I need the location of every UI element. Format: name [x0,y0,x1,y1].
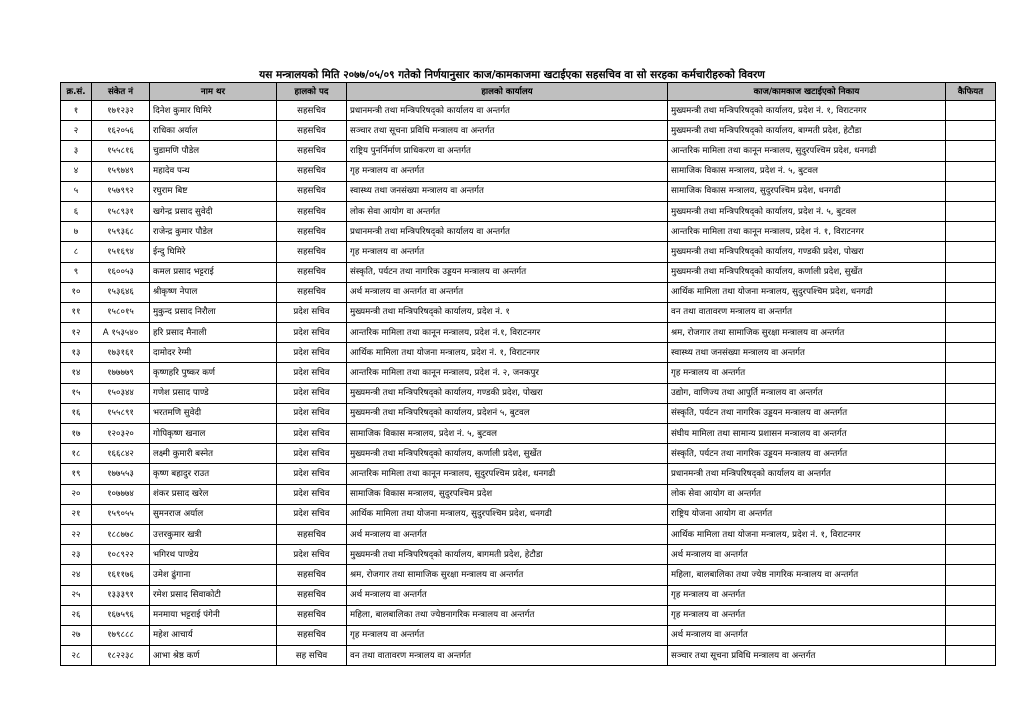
header-sn: क्र.सं. [61,83,92,101]
table-row [61,464,996,484]
cell-post: सहसचिव [277,565,347,585]
cell-remarks [946,464,996,484]
cell-remarks [946,605,996,625]
cell-sn: २३ [61,545,92,565]
cell-sn: ९ [61,262,92,282]
cell-sn: १ [61,101,92,121]
cell-sn: ७ [61,222,92,242]
cell-deputed-body: आन्तरिक मामिला तथा कानून मन्त्रालय, सुदुरपश्चिम प्रदेश, धनगढी [668,141,946,161]
cell-sn: ८ [61,242,92,262]
cell-code: १५८९३१ [92,201,150,221]
cell-code: १७७५५३ [92,464,150,484]
cell-current-office: अर्थ मन्त्रालय वा अन्तर्गत वा अन्तर्गत [347,282,668,302]
cell-deputed-body: राष्ट्रिय योजना आयोग वा अन्तर्गत [668,504,946,524]
cell-current-office: प्रधानमन्त्री तथा मन्त्रिपरिषद्को कार्यालय वा अन्तर्गत [347,101,668,121]
cell-sn: १५ [61,383,92,403]
cell-remarks [946,545,996,565]
cell-post: सहसचिव [277,585,347,605]
cell-deputed-body: उद्योग, वाणिज्य तथा आपुर्ति मन्त्रालय वा अन्तर्गत [668,383,946,403]
cell-deputed-body: गृह मन्त्रालय वा अन्तर्गत [668,585,946,605]
cell-remarks [946,565,996,585]
cell-sn: १२ [61,323,92,343]
cell-name: गणेश प्रसाद पाण्डे [150,383,277,403]
cell-remarks [946,282,996,302]
cell-name: ईन्दु घिमिरे [150,242,277,262]
cell-name: हरि प्रसाद मैनाली [150,323,277,343]
cell-post: प्रदेश सचिव [277,484,347,504]
cell-name: उमेश ढुंगाना [150,565,277,585]
cell-sn: ४ [61,161,92,181]
cell-name: सुमनराज अर्याल [150,504,277,524]
cell-remarks [946,444,996,464]
cell-post: प्रदेश सचिव [277,323,347,343]
cell-name: आभा श्रेष्ठ कर्ण [150,646,277,666]
cell-deputed-body: मुख्यमन्त्री तथा मन्त्रिपरिषद्को कार्यालय, बाग्मती प्रदेश, हेटौडा [668,121,946,141]
cell-remarks [946,343,996,363]
cell-code: A १५३५४० [92,323,150,343]
cell-current-office: सञ्चार तथा सूचना प्रविधि मन्त्रालय वा अन्तर्गत [347,121,668,141]
cell-remarks [946,101,996,121]
cell-sn: १६ [61,403,92,423]
header-deputed-body: काज/कामकाज खटाईएको निकाय [668,83,946,101]
cell-post: प्रदेश सचिव [277,343,347,363]
table-row [61,625,996,645]
cell-current-office: लोक सेवा आयोग वा अन्तर्गत [347,201,668,221]
cell-code: १६६८४२ [92,444,150,464]
cell-deputed-body: मुख्यमन्त्री तथा मन्त्रिपरिषद्को कार्यालय, प्रदेश नं. १, विराटनगर [668,101,946,121]
cell-current-office: मुख्यमन्त्री तथा मन्त्रिपरिषद्को कार्यालय, गण्डकी प्रदेश, पोखरा [347,383,668,403]
cell-sn: १४ [61,363,92,383]
cell-current-office: गृह मन्त्रालय वा अन्तर्गत [347,161,668,181]
cell-name: दामोदर रेग्मी [150,343,277,363]
cell-post: प्रदेश सचिव [277,464,347,484]
cell-name: खगेन्द्र प्रसाद सुवेदी [150,201,277,221]
cell-code: १५७९९२ [92,181,150,201]
cell-code: १७७७७९ [92,363,150,383]
cell-code: १५८०१५ [92,302,150,322]
cell-post: प्रदेश सचिव [277,403,347,423]
cell-remarks [946,323,996,343]
cell-code: १७३१६१ [92,343,150,363]
cell-current-office: मुख्यमन्त्री तथा मन्त्रिपरिषद्को कार्यालय, प्रदेश नं. १ [347,302,668,322]
cell-post: प्रदेश सचिव [277,424,347,444]
cell-code: १५९०५५ [92,504,150,524]
cell-deputed-body: संघीय मामिला तथा सामान्य प्रशासन मन्त्रालय वा अन्तर्गत [668,424,946,444]
table-row [61,141,996,161]
cell-deputed-body: आर्थिक मामिला तथा योजना मन्त्रालय, प्रदेश नं. १, विराटनगर [668,524,946,544]
cell-name: चुडामणि पौडेल [150,141,277,161]
cell-post: प्रदेश सचिव [277,363,347,383]
cell-name: लक्ष्मी कुमारी बस्नेत [150,444,277,464]
cell-sn: ५ [61,181,92,201]
cell-remarks [946,403,996,423]
cell-remarks [946,262,996,282]
cell-remarks [946,484,996,504]
table-row [61,585,996,605]
cell-current-office: आर्थिक मामिला तथा योजना मन्त्रालय, सुदुरपश्चिम प्रदेश, धनगढी [347,504,668,524]
table-row [61,262,996,282]
cell-current-office: राष्ट्रिय पुनर्निर्माण प्राधिकरण वा अन्तर्गत [347,141,668,161]
cell-post: सहसचिव [277,222,347,242]
cell-sn: २० [61,484,92,504]
table-row [61,444,996,464]
cell-sn: १९ [61,464,92,484]
cell-deputed-body: अर्थ मन्त्रालय वा अन्तर्गत [668,545,946,565]
cell-remarks [946,646,996,666]
cell-current-office: आन्तरिक मामिला तथा कानून मन्त्रालय, प्रदेश नं. २, जनकपुर [347,363,668,383]
staff-table [60,82,996,666]
cell-code: १५०३४४ [92,383,150,403]
cell-remarks [946,201,996,221]
cell-post: सहसचिव [277,262,347,282]
cell-sn: ३ [61,141,92,161]
cell-deputed-body: आर्थिक मामिला तथा योजना मन्त्रालय, सुदुरपश्चिम प्रदेश, धनगढी [668,282,946,302]
cell-current-office: प्रधानमन्त्री तथा मन्त्रिपरिषद्को कार्यालय वा अन्तर्गत [347,222,668,242]
cell-current-office: मुख्यमन्त्री तथा मन्त्रिपरिषद्को कार्यालय, प्रदेशनं ५, बुटवल [347,403,668,423]
cell-deputed-body: गृह मन्त्रालय वा अन्तर्गत [668,605,946,625]
cell-post: सहसचिव [277,242,347,262]
cell-current-office: महिला, बालबालिका तथा ज्येष्ठनागरिक मन्त्रालय वा अन्तर्गत [347,605,668,625]
cell-name: राजेन्द्र कुमार पौडेल [150,222,277,242]
table-row [61,383,996,403]
cell-name: रमेश प्रसाद सिवाकोटी [150,585,277,605]
cell-deputed-body: स्वास्थ्य तथा जनसंख्या मन्त्रालय वा अन्तर्गत [668,343,946,363]
cell-name: मुकुन्द प्रसाद निरौला [150,302,277,322]
cell-code: १५९३६८ [92,222,150,242]
cell-code: १३३३९१ [92,585,150,605]
cell-name: भगिरथ पाण्डेय [150,545,277,565]
cell-sn: १८ [61,444,92,464]
cell-deputed-body: श्रम, रोजगार तथा सामाजिक सुरक्षा मन्त्रालय वा अन्तर्गत [668,323,946,343]
cell-name: उत्तरकुमार खत्री [150,524,277,544]
table-row [61,101,996,121]
cell-sn: ६ [61,201,92,221]
cell-deputed-body: महिला, बालबालिका तथा ज्येष्ठ नागरिक मन्त्रालय वा अन्तर्गत [668,565,946,585]
cell-sn: ११ [61,302,92,322]
cell-remarks [946,625,996,645]
cell-current-office: गृह मन्त्रालय वा अन्तर्गत [347,242,668,262]
table-row [61,363,996,383]
cell-remarks [946,363,996,383]
cell-remarks [946,585,996,605]
table-row [61,323,996,343]
cell-post: सहसचिव [277,161,347,181]
cell-remarks [946,504,996,524]
cell-post: सहसचिव [277,141,347,161]
cell-post: सह सचिव [277,646,347,666]
cell-code: १८८७७८ [92,524,150,544]
document-title: यस मन्त्रालयको मिति २०७७/०५/०९ गतेको निर्णयानुसार काज/कामकाजमा खटाईएका सहसचिव वा सो सरहका कर्मचारीहरुको विवरण [259,69,765,81]
cell-remarks [946,121,996,141]
cell-post: सहसचिव [277,121,347,141]
cell-code: १५९७४९ [92,161,150,181]
cell-deputed-body: गृह मन्त्रालय वा अन्तर्गत [668,363,946,383]
cell-current-office: सामाजिक विकास मन्त्रालय, प्रदेश नं. ५, बुटवल [347,424,668,444]
table-row [61,201,996,221]
header-name: नाम थर [150,83,277,101]
cell-deputed-body: वन तथा वातावरण मन्त्रालय वा अन्तर्गत [668,302,946,322]
cell-post: प्रदेश सचिव [277,383,347,403]
cell-remarks [946,524,996,544]
cell-name: भरतमणि सुवेदी [150,403,277,423]
cell-deputed-body: प्रधानमन्त्री तथा मन्त्रिपरिषद्को कार्यालय वा अन्तर्गत [668,464,946,484]
cell-sn: २६ [61,605,92,625]
cell-sn: २७ [61,625,92,645]
cell-code: १५५८१६ [92,141,150,161]
table-row [61,121,996,141]
cell-remarks [946,383,996,403]
table-row [61,424,996,444]
cell-deputed-body: मुख्यमन्त्री तथा मन्त्रिपरिषद्को कार्यालय, प्रदेश नं. ५, बुटवल [668,201,946,221]
table-row [61,605,996,625]
cell-post: प्रदेश सचिव [277,504,347,524]
table-row [61,181,996,201]
header-remarks: कैफियत [946,83,996,101]
cell-deputed-body: सामाजिक विकास मन्त्रालय, प्रदेश नं. ५, बुटवल [668,161,946,181]
cell-post: प्रदेश सचिव [277,545,347,565]
table-row [61,222,996,242]
cell-name: कमल प्रसाद भट्टराई [150,262,277,282]
cell-remarks [946,181,996,201]
header-code: संकेत नं [92,83,150,101]
cell-remarks [946,424,996,444]
cell-post: सहसचिव [277,101,347,121]
cell-code: १२०३२० [92,424,150,444]
cell-current-office: अर्थ मन्त्रालय वा अन्तर्गत [347,524,668,544]
table-row [61,242,996,262]
table-row [61,565,996,585]
cell-sn: १० [61,282,92,302]
cell-deputed-body: मुख्यमन्त्री तथा मन्त्रिपरिषद्को कार्यालय, कर्णाली प्रदेश, सुर्खेत [668,262,946,282]
cell-remarks [946,161,996,181]
table-row [61,484,996,504]
cell-current-office: आन्तरिक मामिला तथा कानून मन्त्रालय, सुदुरपश्चिम प्रदेश, धनगढी [347,464,668,484]
cell-sn: १३ [61,343,92,363]
cell-current-office: गृह मन्त्रालय वा अन्तर्गत [347,625,668,645]
cell-code: १६२०५६ [92,121,150,141]
cell-name: श्रीकृष्ण नेपाल [150,282,277,302]
cell-current-office: सामाजिक विकास मन्त्रालय, सुदुरपश्चिम प्रदेश [347,484,668,504]
cell-post: सहसचिव [277,282,347,302]
cell-current-office: आन्तरिक मामिला तथा कानून मन्त्रालय, प्रदेश नं.१, विराटनगर [347,323,668,343]
cell-code: १६७५९६ [92,605,150,625]
cell-code: १७१२३२ [92,101,150,121]
cell-code: १०७७७४ [92,484,150,504]
header-current-office: हालको कार्यालय [347,83,668,101]
table-row [61,646,996,666]
cell-remarks [946,242,996,262]
cell-deputed-body: सामाजिक विकास मन्त्रालय, सुदुरपश्चिम प्रदेश, धनगढी [668,181,946,201]
cell-code: १५१६९४ [92,242,150,262]
cell-sn: २१ [61,504,92,524]
table-row [61,302,996,322]
table-row [61,545,996,565]
header-post: हालको पद [277,83,347,101]
cell-post: सहसचिव [277,201,347,221]
table-row [61,161,996,181]
cell-current-office: वन तथा वातावरण मन्त्रालय वा अन्तर्गत [347,646,668,666]
cell-remarks [946,141,996,161]
cell-remarks [946,302,996,322]
table-row [61,282,996,302]
cell-name: दिनेश कुमार घिमिरे [150,101,277,121]
cell-code: १६११७६ [92,565,150,585]
table-row [61,403,996,423]
cell-code: १५३६४६ [92,282,150,302]
cell-post: सहसचिव [277,181,347,201]
cell-name: कृष्ण बहादुर राउत [150,464,277,484]
cell-current-office: आर्थिक मामिला तथा योजना मन्त्रालय, प्रदेश नं. १, विराटनगर [347,343,668,363]
cell-name: रघुराम बिष्ट [150,181,277,201]
cell-name: मनमाया भट्टराई पंगेनी [150,605,277,625]
cell-current-office: मुख्यमन्त्री तथा मन्त्रिपरिषद्को कार्यालय, बागमती प्रदेश, हेटौडा [347,545,668,565]
table-row [61,524,996,544]
cell-current-office: संस्कृति, पर्यटन तथा नागरिक उड्डयन मन्त्रालय वा अन्तर्गत [347,262,668,282]
table-row [61,343,996,363]
cell-remarks [946,222,996,242]
cell-current-office: अर्थ मन्त्रालय वा अन्तर्गत [347,585,668,605]
cell-sn: २८ [61,646,92,666]
cell-post: प्रदेश सचिव [277,302,347,322]
table-row [61,504,996,524]
cell-deputed-body: अर्थ मन्त्रालय वा अन्तर्गत [668,625,946,645]
cell-deputed-body: सञ्चार तथा सूचना प्रविधि मन्त्रालय वा अन्तर्गत [668,646,946,666]
cell-sn: २२ [61,524,92,544]
cell-post: सहसचिव [277,625,347,645]
cell-deputed-body: मुख्यमन्त्री तथा मन्त्रिपरिषद्को कार्यालय, गण्डकी प्रदेश, पोखरा [668,242,946,262]
header-row [61,83,996,101]
cell-deputed-body: लोक सेवा आयोग वा अन्तर्गत [668,484,946,504]
cell-sn: २ [61,121,92,141]
cell-code: १६००५३ [92,262,150,282]
cell-name: महेश आचार्य [150,625,277,645]
cell-code: १५५८९१ [92,403,150,423]
cell-name: शंकर प्रसाद खरेल [150,484,277,504]
cell-code: १८२२३८ [92,646,150,666]
cell-name: गोपिकृष्ण खनाल [150,424,277,444]
cell-post: प्रदेश सचिव [277,444,347,464]
cell-deputed-body: आन्तरिक मामिला तथा कानून मन्त्रालय, प्रदेश नं. १, विराटनगर [668,222,946,242]
cell-post: सहसचिव [277,605,347,625]
cell-name: राधिका अर्याल [150,121,277,141]
cell-current-office: मुख्यमन्त्री तथा मन्त्रिपरिषद्को कार्यालय, कर्णाली प्रदेश, सुर्खेत [347,444,668,464]
cell-name: कृष्णहरि पुष्कर कर्ण [150,363,277,383]
cell-sn: २५ [61,585,92,605]
cell-deputed-body: संस्कृति, पर्यटन तथा नागरिक उड्डयन मन्त्रालय वा अन्तर्गत [668,444,946,464]
cell-code: १७९८८८ [92,625,150,645]
cell-sn: २४ [61,565,92,585]
cell-current-office: श्रम, रोजगार तथा सामाजिक सुरक्षा मन्त्रालय वा अन्तर्गत [347,565,668,585]
cell-name: महादेव पन्थ [150,161,277,181]
cell-code: १०८९२२ [92,545,150,565]
cell-current-office: स्वास्थ्य तथा जनसंख्या मन्त्रालय वा अन्तर्गत [347,181,668,201]
cell-sn: १७ [61,424,92,444]
cell-post: सहसचिव [277,524,347,544]
cell-deputed-body: संस्कृति, पर्यटन तथा नागरिक उड्डयन मन्त्रालय वा अन्तर्गत [668,403,946,423]
